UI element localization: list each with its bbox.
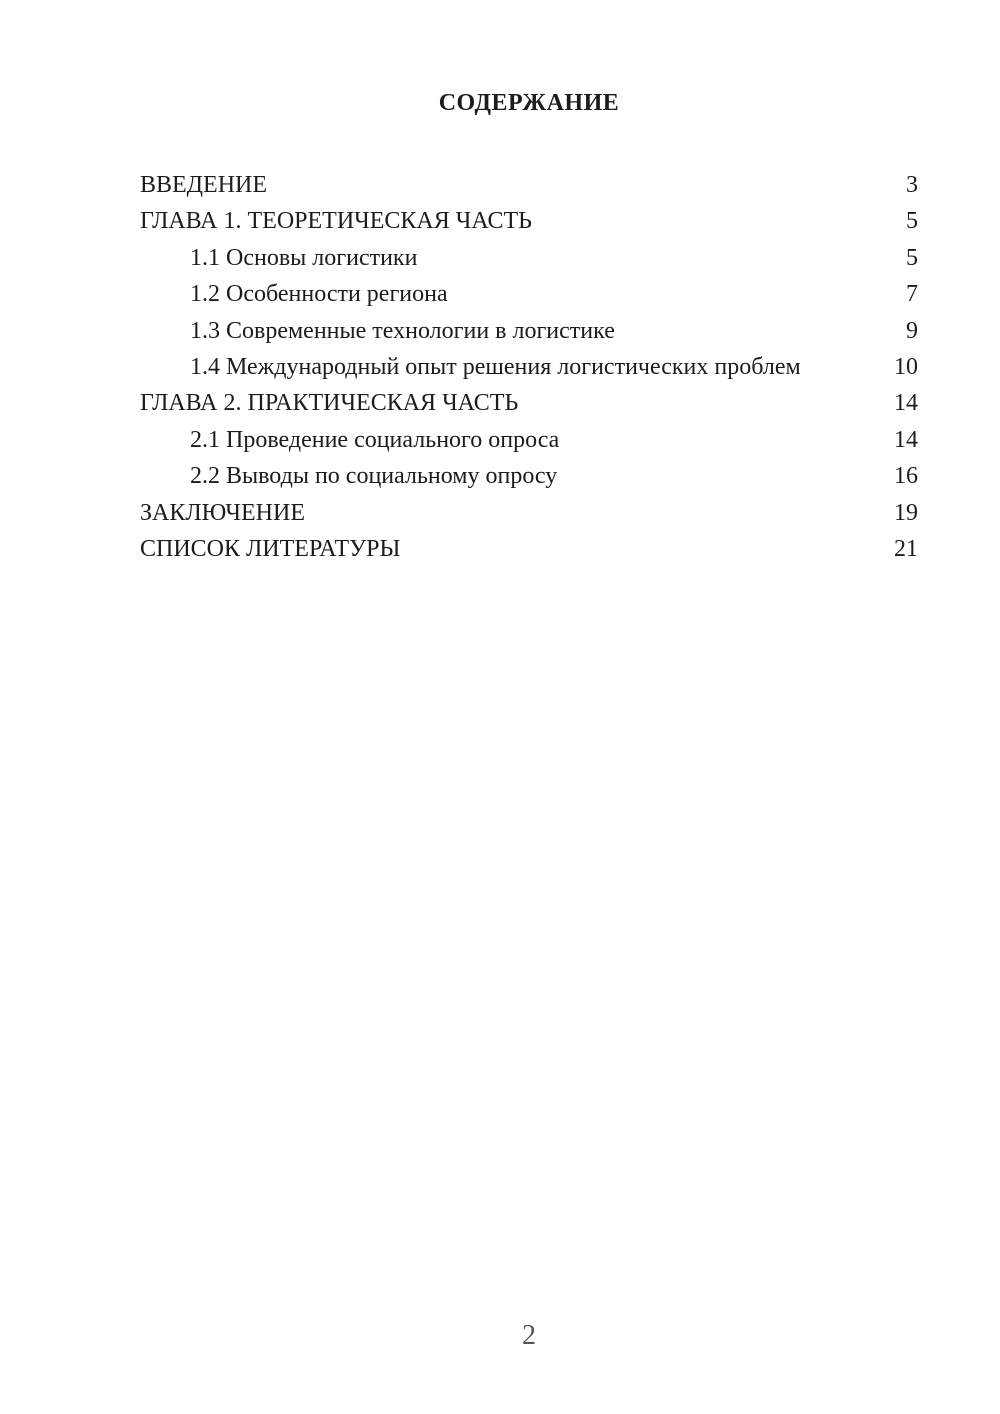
toc-entry — [140, 167, 918, 203]
toc-entry — [140, 458, 918, 494]
toc-entry-page: 14 — [894, 390, 918, 417]
toc-entry-label: СПИСОК ЛИТЕРАТУРЫ — [140, 536, 401, 563]
toc-entry-page: 5 — [906, 244, 918, 271]
page-number: 2 — [522, 1320, 536, 1351]
toc-entry-label: 1.3 Современные технологии в логистике — [190, 317, 615, 344]
toc-entry-label: 2.2 Выводы по социальному опросу — [190, 463, 558, 490]
toc-entry-label: 1.2 Особенности региона — [190, 281, 448, 308]
toc-entry — [140, 240, 918, 276]
toc-entry-page: 9 — [906, 317, 918, 344]
page-title: СОДЕРЖАНИЕ — [438, 90, 620, 116]
toc-entry-page: 10 — [894, 354, 918, 381]
toc-entry-page: 16 — [894, 463, 918, 490]
toc-entry-page: 3 — [906, 172, 918, 198]
toc-entry-page: 5 — [906, 208, 918, 235]
toc-entry-label: ГЛАВА 1. ТЕОРЕТИЧЕСКАЯ ЧАСТЬ — [140, 208, 532, 235]
toc-entry-label: ГЛАВА 2. ПРАКТИЧЕСКАЯ ЧАСТЬ — [140, 390, 519, 417]
toc-entry-label: 2.1 Проведение социального опроса — [190, 426, 560, 453]
toc-entry-page: 21 — [894, 536, 918, 563]
toc-entry-label: 1.4 Международный опыт решения логистических проблем — [190, 354, 801, 381]
toc-entry — [140, 313, 918, 349]
toc-entry — [140, 531, 918, 567]
toc-entry — [140, 422, 918, 458]
toc-entry — [140, 495, 918, 531]
document-page — [140, 0, 918, 567]
toc-entry — [140, 203, 918, 239]
toc-entry — [140, 349, 918, 385]
toc-entry-page: 7 — [906, 281, 918, 308]
table-of-contents — [140, 167, 918, 567]
toc-entry-label: ВВЕДЕНИЕ — [140, 172, 268, 198]
toc-entry — [140, 385, 918, 421]
toc-entry-label: ЗАКЛЮЧЕНИЕ — [140, 499, 305, 526]
toc-entry-page: 19 — [894, 499, 918, 526]
toc-entry-label: 1.1 Основы логистики — [190, 244, 418, 271]
toc-entry — [140, 276, 918, 312]
toc-entry-page: 14 — [894, 426, 918, 453]
